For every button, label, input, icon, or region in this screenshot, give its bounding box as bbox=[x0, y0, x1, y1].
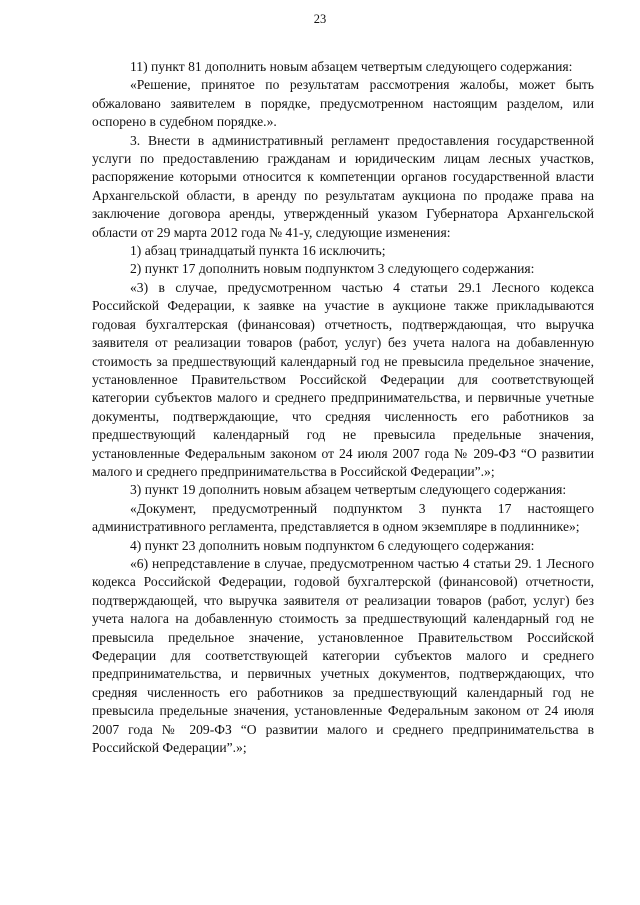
paragraph-quote-complaint: «Решение, принятое по результатам рассмотрения жалобы, может быть обжаловано заявителем в порядке, предусмотренном настоящим разделом, или оспорено в судебном порядке.». bbox=[92, 77, 594, 130]
paragraph-item-11: 11) пункт 81 дополнить новым абзацем четвертым следующего содержания: bbox=[130, 59, 573, 74]
paragraph-item-1: 1) абзац тринадцатый пункта 16 исключить; bbox=[130, 243, 386, 259]
document-body bbox=[92, 58, 594, 757]
paragraph-quote-document: «Документ, предусмотренный подпунктом 3 пункта 17 настоящего административного регламента, представляется в одном экземпляре в подлиннике»; bbox=[92, 500, 594, 535]
paragraph-section-3: 3. Внести в административный регламент предоставления государственной услуги по предоставлению гражданам и юридическим лицам лесных участков, распоряжение которыми относится к компетенции органов государственной власти Архангельской области, в аренду по результатам аукциона по продаже права на заключение договора аренды, утвержденный указом Губернатора Архангельской области от 29 марта 2012 года № 41-у, следующие изменения: bbox=[92, 132, 594, 240]
paragraph-quote-subitem-3: «3) в случае, предусмотренном частью 4 статьи 29.1 Лесного кодекса Российской Федерации, к заявке на участие в аукционе также прикладываются годовая бухгалтерская (финансовая) отчетность, подтверждающая, что выручка заявителя от реализации товаров (работ, услуг) без учета налога на добавленную стоимость за предшествующий календарный год не превысила предельное значение, установленное Правительством Российской Федерации для соответствующей категории субъектов малого и среднего предпринимательства, и первичные учетные документы, подтверждающие, что средняя численность его работников за предшествующий календарный год не превысила предельные значения, установленные Федеральным законом от 24 июля 2007 года № 209-ФЗ “О развитии малого и среднего предпринимательства в Российской Федерации”.»; bbox=[92, 279, 594, 479]
page-number: 23 bbox=[313, 12, 327, 26]
paragraph-item-4: 4) пункт 23 дополнить новым подпунктом 6 следующего содержания: bbox=[130, 537, 535, 553]
paragraph-item-3: 3) пункт 19 дополнить новым абзацем четвертым следующего содержания: bbox=[130, 482, 567, 498]
paragraph-item-2: 2) пункт 17 дополнить новым подпунктом 3 следующего содержания: bbox=[130, 261, 535, 277]
paragraph-quote-subitem-6: «6) непредставление в случае, предусмотренном частью 4 статьи 29. 1 Лесного кодекса Российской Федерации, годовой бухгалтерской (финансовой) отчетности, подтверждающей, что выручка заявителя от реализации товаров (работ, услуг) без учета налога на добавленную стоимость за предшествующий календарный год не превысила предельное значение, установленное Правительством Российской Федерации для соответствующей категории субъектов малого и среднего предпринимательства, и первичных учетных документов, подтверждающих, что средняя численность его работников за предшествующий календарный год не превысила предельные значения, установленные Федеральным законом от 24 июля 2007 года № 209-ФЗ “О развитии малого и среднего предпринимательства в Российской Федерации”.»; bbox=[92, 555, 594, 756]
